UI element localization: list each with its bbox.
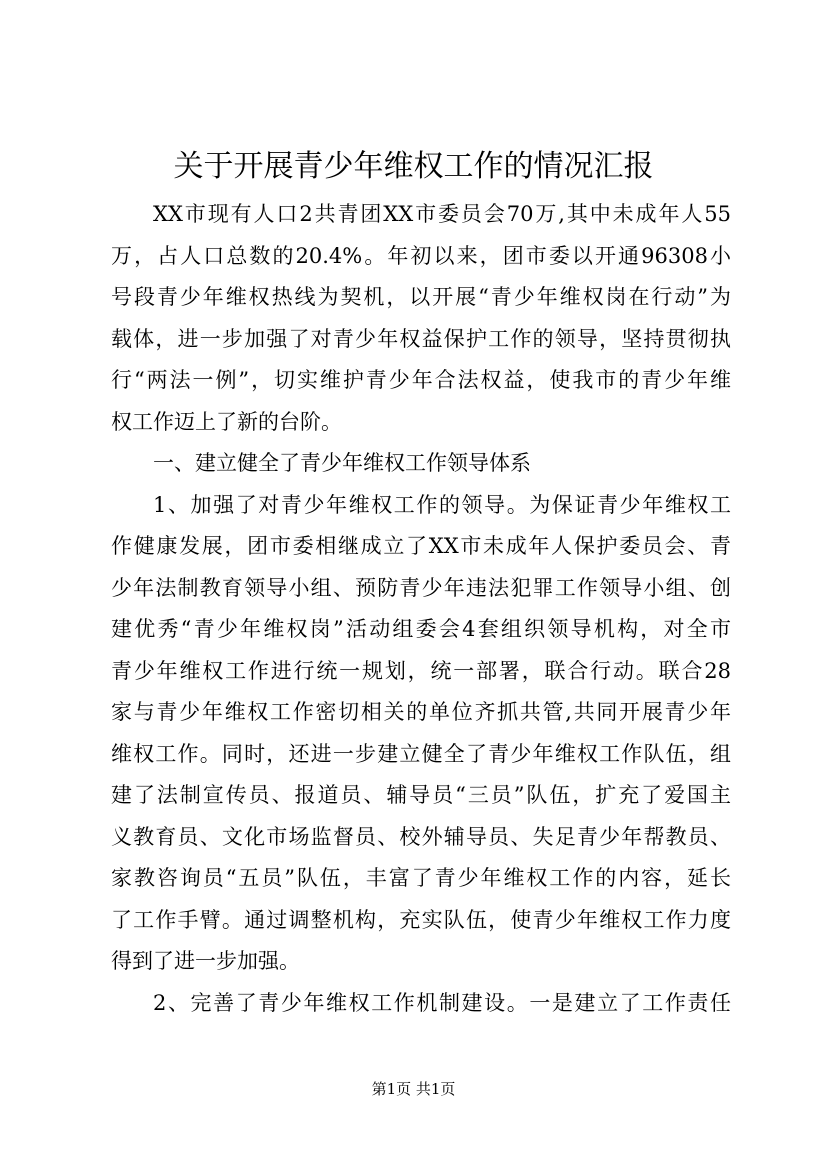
paragraph-line: 得到了进一步加强。: [111, 949, 300, 973]
document-body: [111, 194, 731, 1024]
paragraph-line: 建优秀“青少年维权岗”活动组委会4套组织领导机构，对全市: [111, 617, 731, 641]
paragraph-line: 家与青少年维权工作密切相关的单位齐抓共管,共同开展青少年: [111, 700, 731, 724]
paragraph-line: 2、完善了青少年维权工作机制建设。一是建立了工作责任: [153, 990, 731, 1015]
page-footer: 第1页 共1页: [371, 1080, 456, 1098]
paragraph-line: 1、加强了对青少年维权工作的领导。为保证青少年维权工: [153, 492, 731, 517]
paragraph-line: 作健康发展，团市委相继成立了XX市未成年人保护委员会、青: [111, 534, 731, 558]
paragraph-line: 万，占人口总数的20.4%。年初以来，团市委以开通96308小: [111, 243, 731, 268]
document-title: 关于开展青少年维权工作的情况汇报: [173, 149, 654, 184]
paragraph-line: 维权工作。同时，还进一步建立健全了青少年维权工作队伍，组: [111, 741, 731, 766]
paragraph-line: 义教育员、文化市场监督员、校外辅导员、失足青少年帮教员、: [111, 824, 731, 849]
paragraph-line: 青少年维权工作进行统一规划，统一部署，联合行动。联合28: [111, 658, 731, 683]
paragraph-line: 行“两法一例”，切实维护青少年合法权益，使我市的青少年维: [111, 368, 731, 392]
paragraph-line: XX市现有人口2共青团XX市委员会70万,其中未成年人55: [153, 202, 731, 226]
section-heading: 一、建立健全了青少年维权工作领导体系: [153, 451, 531, 475]
paragraph-line: 载体，进一步加强了对青少年权益保护工作的领导，坚持贯彻执: [111, 326, 731, 351]
paragraph-line: 建了法制宣传员、报道员、辅导员“三员”队伍，扩充了爱国主: [111, 783, 731, 807]
paragraph-line: 少年法制教育领导小组、预防青少年违法犯罪工作领导小组、创: [111, 575, 731, 600]
paragraph-line: 权工作迈上了新的台阶。: [111, 409, 342, 434]
paragraph-line: 了工作手臂。通过调整机构，充实队伍，使青少年维权工作力度: [111, 907, 731, 932]
paragraph-line: 号段青少年维权热线为契机，以开展“青少年维权岗在行动”为: [111, 285, 731, 309]
paragraph-line: 家教咨询员“五员”队伍，丰富了青少年维权工作的内容，延长: [111, 866, 731, 890]
